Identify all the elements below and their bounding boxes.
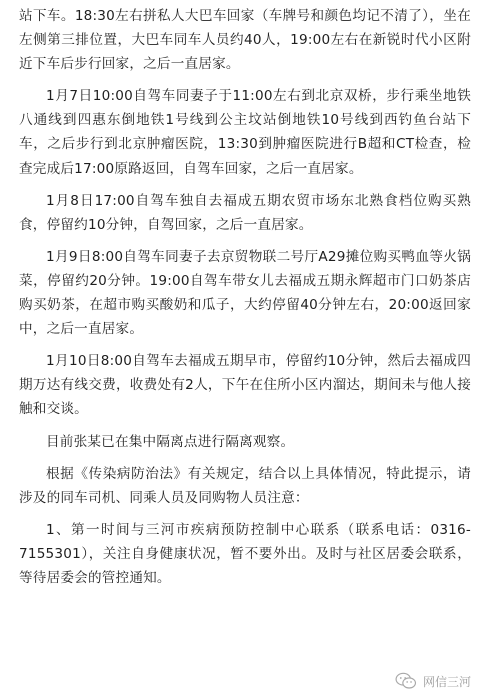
paragraph-instruction-1: 1、第一时间与三河市疾病预防控制中心联系（联系电话：0316-7155301），关注自身健康状况，暂不要外出。及时与社区居委会联系，等待居委会的管控通知。 xyxy=(19,521,471,586)
paragraph-jan9: 1月9日8:00自驾车同妻子去京贸物联二号厅A29摊位购买鸭血等火锅菜，停留约20分钟。19:00自驾车带女儿去福成五期永辉超市门口奶茶店购买奶茶，在超市购买酸奶和瓜子，大约停留40分钟左右，20:00返回家中，之后一直居家。 xyxy=(19,248,471,338)
paragraph-intro-continuation: 站下车。18:30左右拼私人大巴车回家（车牌号和颜色均记不清了），坐在左侧第三排位置，大巴车同车人员约40人，19:00左右在新锐时代小区附近下车后步行回家，之后一直居家。 xyxy=(19,8,471,73)
paragraph-jan7: 1月7日10:00自驾车同妻子于11:00左右到北京双桥，步行乘坐地铁八通线到四惠东倒地铁1号线到公主坟站倒地铁10号线到西钓鱼台站下车，之后步行到北京肿瘤医院，13:30到肿瘤医院进行B超和CT检查，检查完成后17:00原路返回，自驾车回家，之后一直居家。 xyxy=(19,88,471,177)
wechat-icon xyxy=(395,672,417,690)
watermark-text: 网信三河 xyxy=(422,674,471,689)
paragraph-jan8: 1月8日17:00自驾车独自去福成五期农贸市场东北熟食档位购买熟食，停留约10分钟，自驾回家，之后一直居家。 xyxy=(19,192,471,233)
watermark xyxy=(395,672,471,690)
paragraph-legal-notice: 根据《传染病防治法》有关规定，结合以上具体情况，特此提示，请涉及的同车司机、同乘人员及同购物人员注意： xyxy=(19,465,471,506)
document-body xyxy=(19,4,471,598)
paragraph-isolation-status: 目前张某已在集中隔离点进行隔离观察。 xyxy=(46,433,295,450)
paragraph-jan10: 1月10日8:00自驾车去福成五期早市，停留约10分钟，然后去福成四期万达有线交费，收费处有2人，下午在住所小区内溜达，期间未与他人接触和交谈。 xyxy=(19,353,471,418)
